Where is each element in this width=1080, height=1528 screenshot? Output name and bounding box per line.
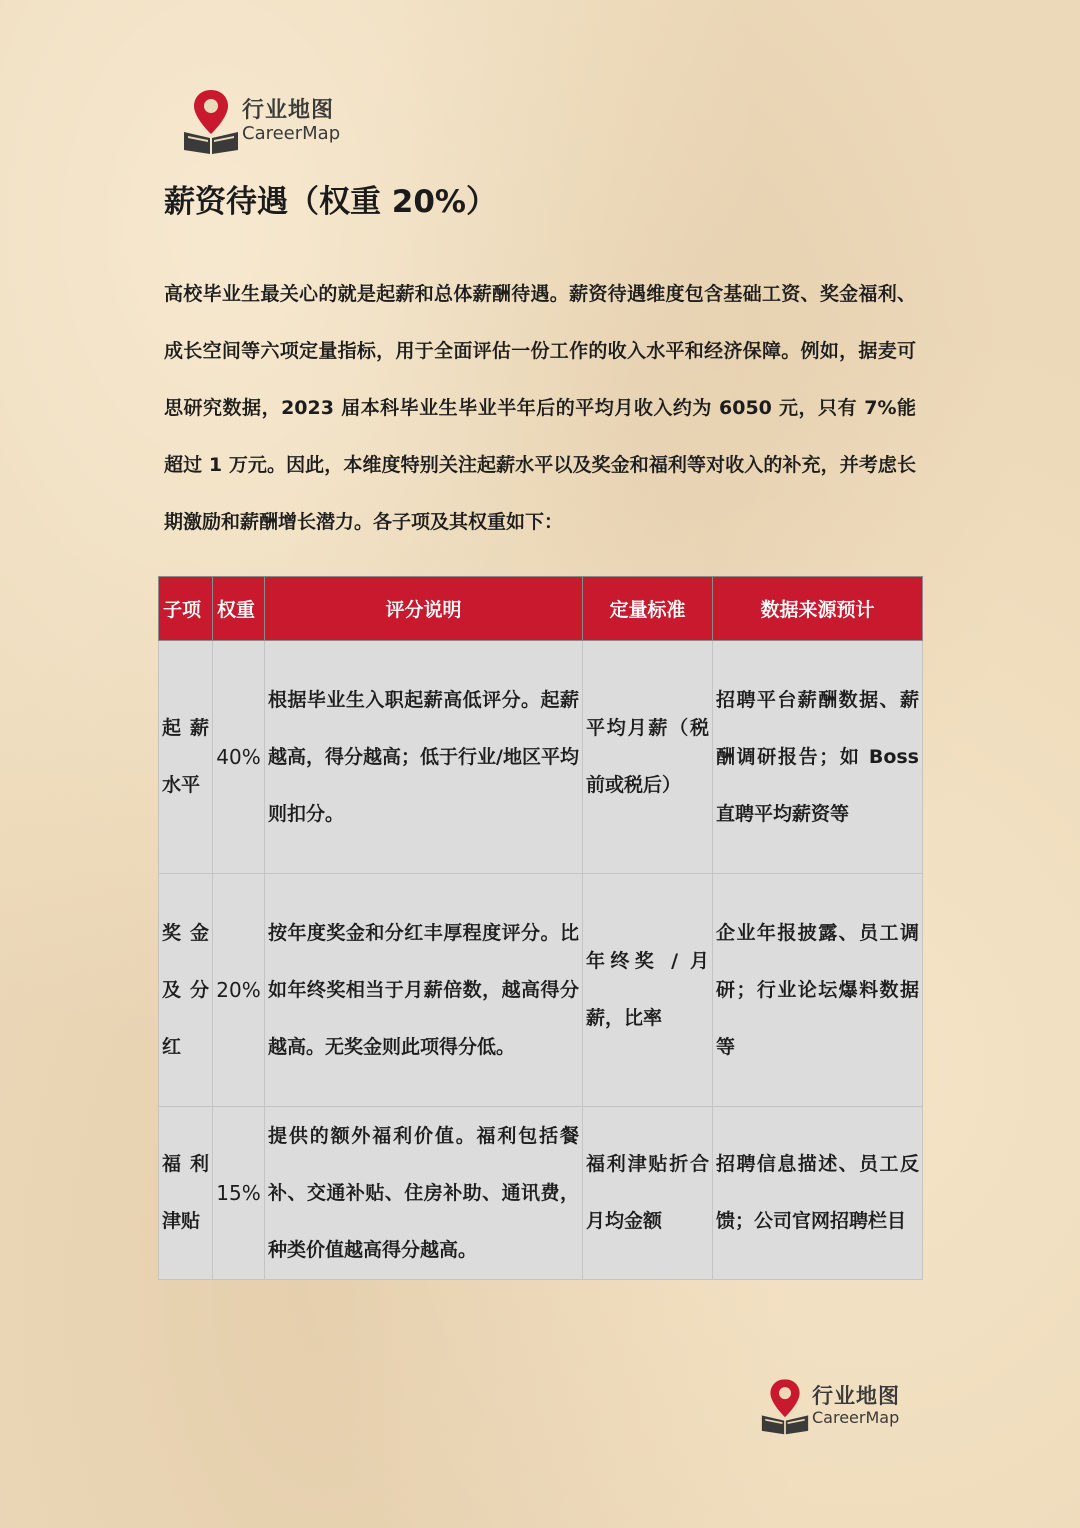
header-weight: 权重 (213, 577, 265, 641)
map-pin-book-icon (758, 1376, 812, 1436)
cell-weight: 15% (213, 1107, 265, 1280)
cell-standard: 年终奖 / 月薪，比率 (583, 874, 713, 1107)
cell-source: 招聘平台薪酬数据、薪酬调研报告；如 Boss 直聘平均薪资等 (713, 641, 923, 874)
cell-description: 按年度奖金和分红丰厚程度评分。比如年终奖相当于月薪倍数，越高得分越高。无奖金则此项得分低。 (265, 874, 583, 1107)
table-row (159, 1107, 923, 1280)
header-source: 数据来源预计 (713, 577, 923, 641)
intro-paragraph: 高校毕业生最关心的就是起薪和总体薪酬待遇。薪资待遇维度包含基础工资、奖金福利、成长空间等六项定量指标，用于全面评估一份工作的收入水平和经济保障。例如，据麦可思研究数据，2023 届本科毕业生毕业半年后的平均月收入约为 6050 元，只有 7%能超过 1 万元。因此，本维度特别关注起薪水平以及奖金和福利等对收入的补充，并考虑长期激励和薪酬增长潜力。各子项及其权重如下： (164, 283, 916, 533)
cell-item: 起薪水平 (159, 641, 213, 874)
page-title: 薪资待遇（权重 20%） (164, 184, 497, 220)
header-description: 评分说明 (265, 577, 583, 641)
cell-weight: 20% (213, 874, 265, 1107)
cell-source: 招聘信息描述、员工反馈；公司官网招聘栏目 (713, 1107, 923, 1280)
cell-item: 奖金及分红 (159, 874, 213, 1107)
cell-description: 提供的额外福利价值。福利包括餐补、交通补贴、住房补助、通讯费，种类价值越高得分越高。 (265, 1107, 583, 1280)
logo-text-cn: 行业地图 (242, 97, 335, 123)
header-item: 子项 (159, 577, 213, 641)
salary-criteria-table (158, 576, 922, 1280)
cell-item: 福利津贴 (159, 1107, 213, 1280)
logo-text-cn: 行业地图 (812, 1384, 900, 1409)
careermap-logo-top (180, 86, 340, 156)
table-header-row (159, 577, 923, 641)
map-pin-book-icon (180, 86, 242, 156)
table-row (159, 874, 923, 1107)
careermap-logo-bottom (758, 1376, 900, 1436)
cell-standard: 平均月薪（税前或税后） (583, 641, 713, 874)
cell-weight: 40% (213, 641, 265, 874)
cell-description: 根据毕业生入职起薪高低评分。起薪越高，得分越高；低于行业/地区平均则扣分。 (265, 641, 583, 874)
cell-standard: 福利津贴折合月均金额 (583, 1107, 713, 1280)
logo-text-en: CareerMap (812, 1408, 900, 1428)
logo-text-en: CareerMap (242, 122, 341, 144)
header-standard: 定量标准 (583, 577, 713, 641)
cell-source: 企业年报披露、员工调研；行业论坛爆料数据等 (713, 874, 923, 1107)
table-row (159, 641, 923, 874)
